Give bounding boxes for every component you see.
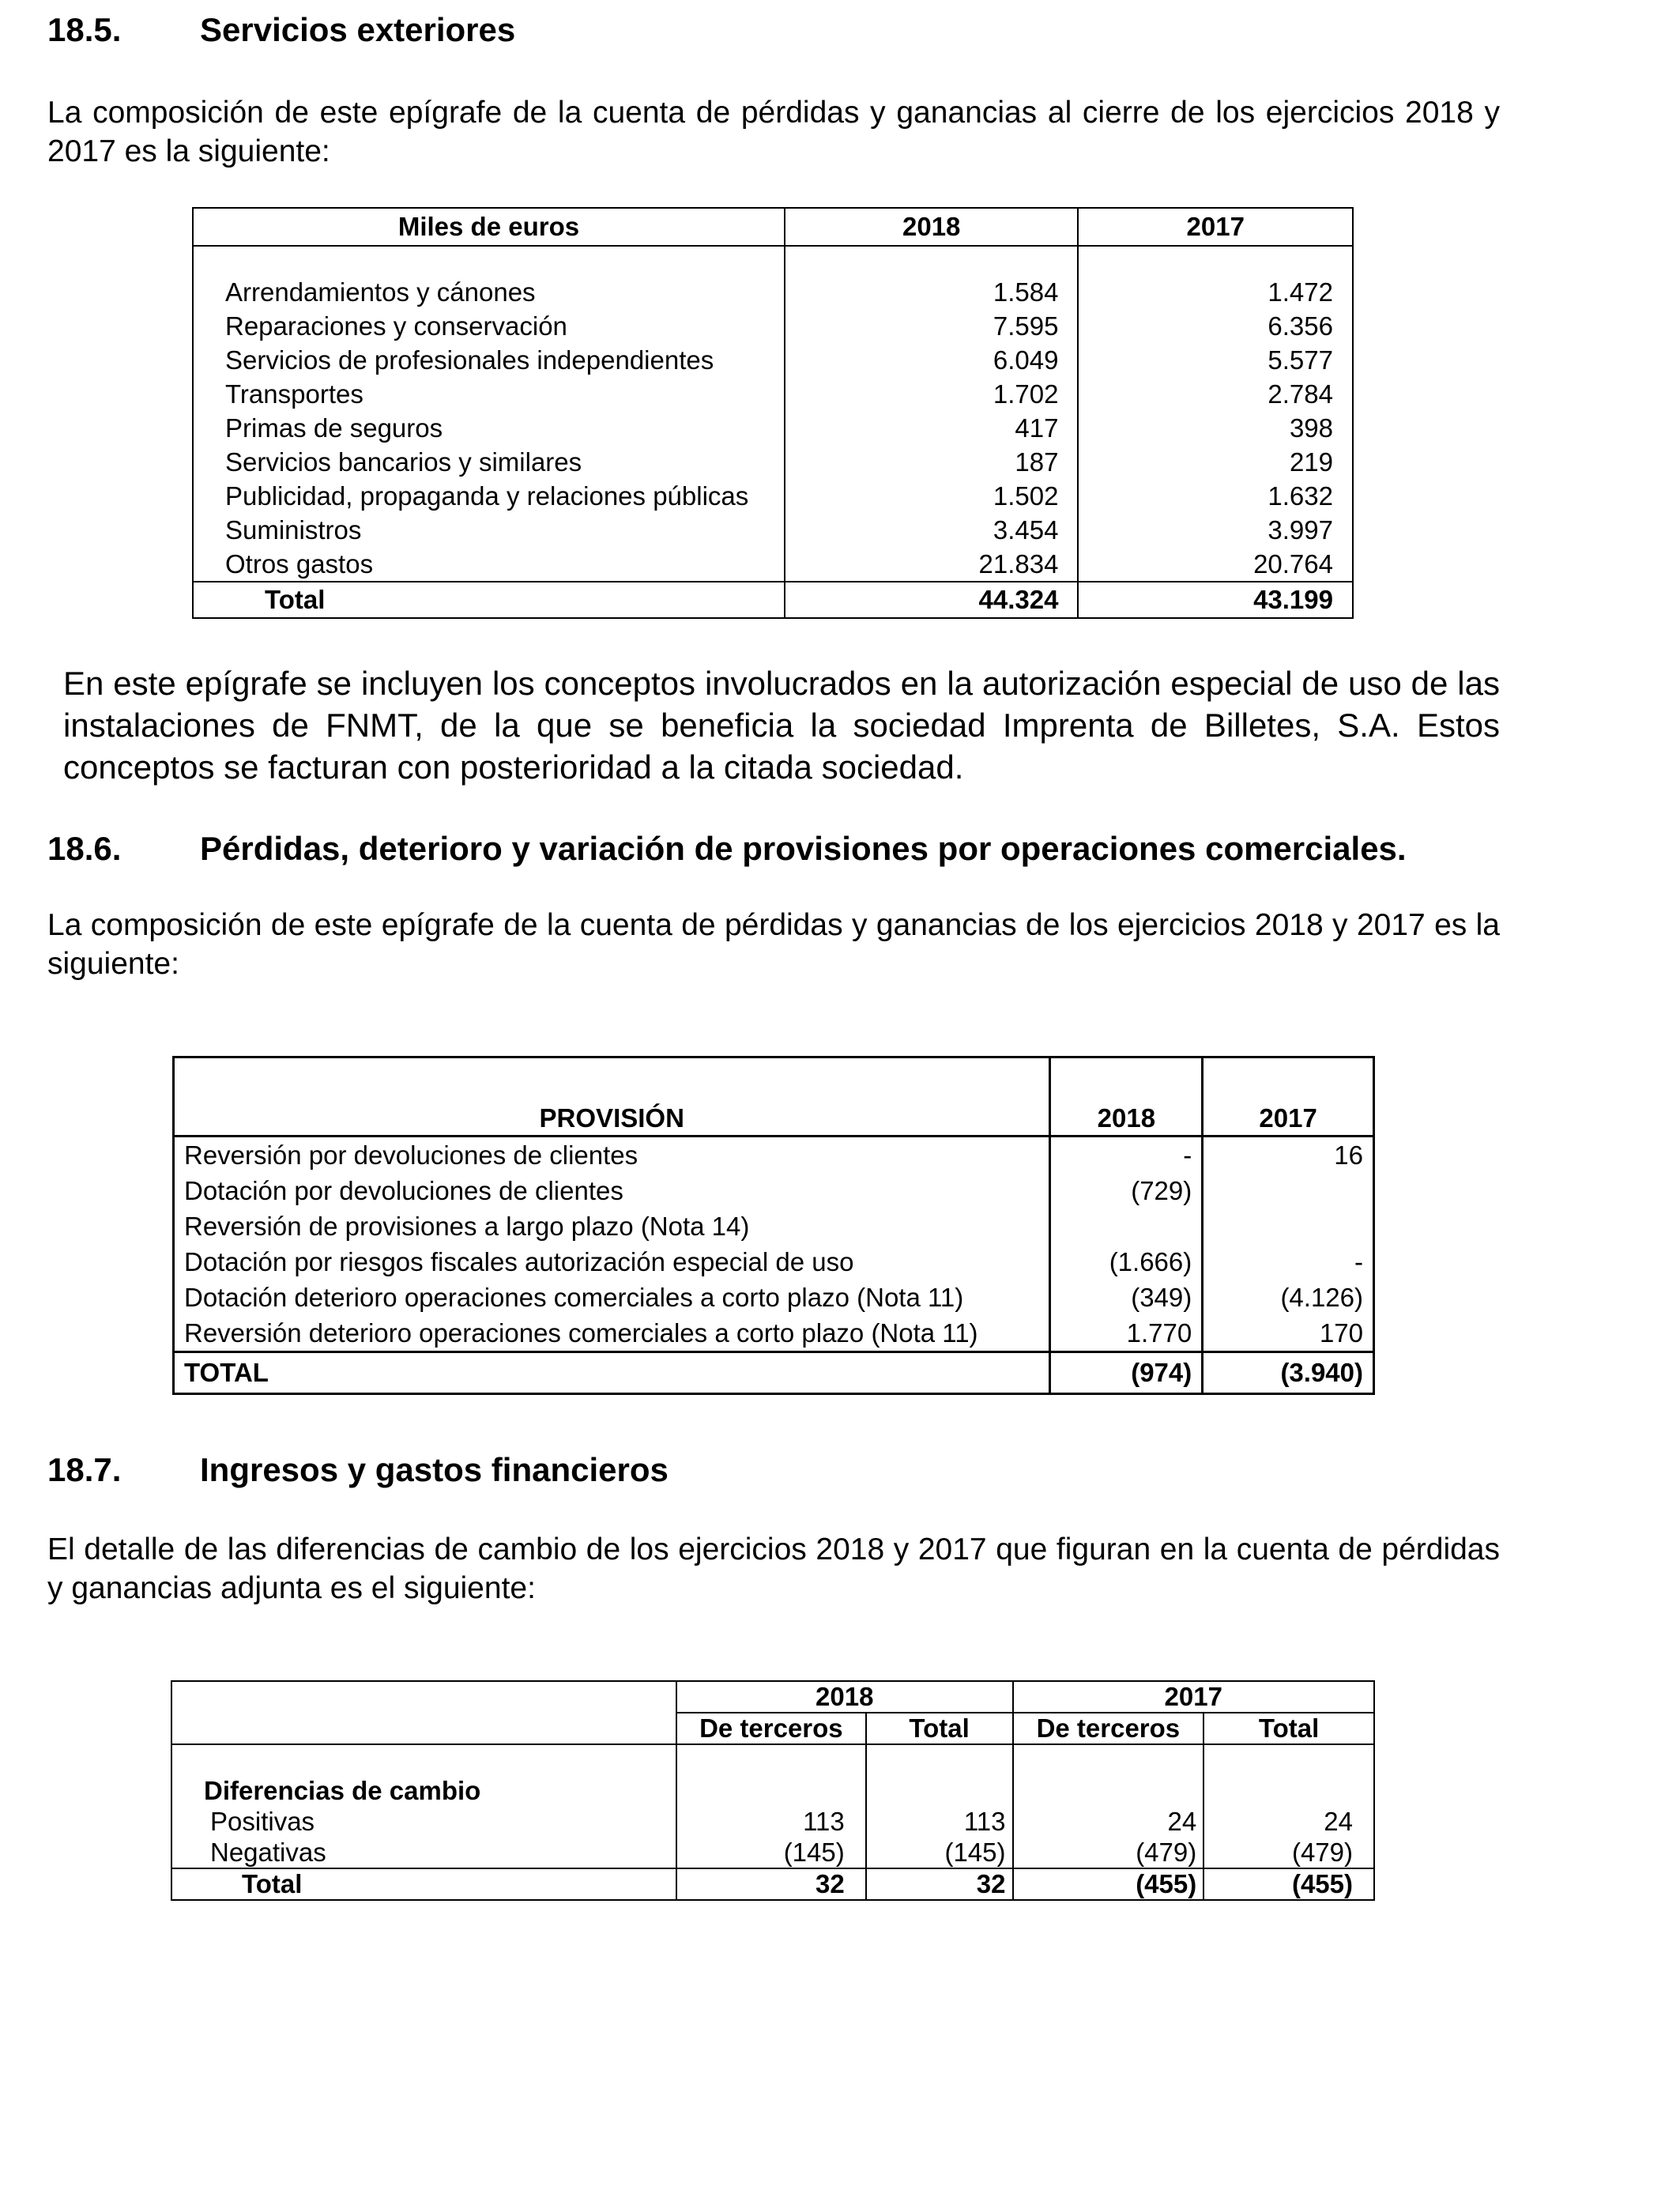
section-18-5-heading xyxy=(47,11,516,49)
table-row xyxy=(171,1837,1374,1868)
row-label: Otros gastos xyxy=(193,547,785,582)
column-header: 2017 xyxy=(1078,208,1353,246)
value-2018: 7.595 xyxy=(785,309,1078,343)
table-row xyxy=(174,1280,1374,1315)
subheader: De terceros xyxy=(1013,1713,1204,1744)
servicios-exteriores-table xyxy=(192,207,1354,619)
value-2018: 44.324 xyxy=(785,582,1078,618)
value-2017: 5.577 xyxy=(1078,343,1353,377)
diferencias-cambio-table xyxy=(171,1680,1375,1901)
row-label: Suministros xyxy=(193,513,785,547)
value-2017: (4.126) xyxy=(1203,1280,1374,1315)
value-2017 xyxy=(1203,1208,1374,1244)
value-2018-terceros: (145) xyxy=(676,1837,866,1868)
section-18-5-intro: La composición de este epígrafe de la cuenta de pérdidas y ganancias al cierre de los ejercicios 2018 y 2017 es la siguiente: xyxy=(47,96,1500,168)
value-2017: - xyxy=(1203,1244,1374,1280)
value-2018: (974) xyxy=(1050,1352,1203,1394)
table-row xyxy=(174,1315,1374,1352)
table-row xyxy=(193,513,1353,547)
row-label: Reversión deterioro operaciones comerciales a corto plazo (Nota 11) xyxy=(174,1315,1050,1352)
value-2018-terceros: 113 xyxy=(676,1806,866,1837)
value-2018-total: 113 xyxy=(866,1806,1013,1837)
section-number: 18.7. xyxy=(47,1451,122,1488)
section-18-6-heading xyxy=(47,830,1407,868)
row-label: Dotación por devoluciones de clientes xyxy=(174,1173,1050,1208)
section-18-6-intro: La composición de este epígrafe de la cuenta de pérdidas y ganancias de los ejercicios 2018 y 2017 es la siguiente: xyxy=(47,908,1500,981)
section-number: 18.5. xyxy=(47,11,122,48)
row-label: Dotación deterioro operaciones comerciales a corto plazo (Nota 11) xyxy=(174,1280,1050,1315)
column-header: 2018 xyxy=(1050,1057,1203,1137)
value-2018: (349) xyxy=(1050,1280,1203,1315)
table-row xyxy=(193,343,1353,377)
column-header: PROVISIÓN xyxy=(174,1057,1050,1137)
row-label: Dotación por riesgos fiscales autorización especial de uso xyxy=(174,1244,1050,1280)
value-2017-total: 24 xyxy=(1203,1806,1374,1837)
value-2018-total: (145) xyxy=(866,1837,1013,1868)
table-row xyxy=(193,411,1353,445)
value-2017: 20.764 xyxy=(1078,547,1353,582)
row-label: TOTAL xyxy=(174,1352,1050,1394)
row-label: Arrendamientos y cánones xyxy=(193,275,785,309)
value-2017-total: (479) xyxy=(1203,1837,1374,1868)
row-label: Total xyxy=(171,1868,676,1900)
table-row xyxy=(193,377,1353,411)
value-2018 xyxy=(1050,1208,1203,1244)
column-header: Miles de euros xyxy=(193,208,785,246)
value-2018: 3.454 xyxy=(785,513,1078,547)
value-2017: 170 xyxy=(1203,1315,1374,1352)
value-2018: 1.702 xyxy=(785,377,1078,411)
value-2018: 1.502 xyxy=(785,479,1078,513)
value-2018: - xyxy=(1050,1137,1203,1174)
row-label: Servicios de profesionales independientes xyxy=(193,343,785,377)
provisiones-table xyxy=(172,1056,1375,1395)
value-2018: (1.666) xyxy=(1050,1244,1203,1280)
table-row xyxy=(174,1137,1374,1174)
section-title: Pérdidas, deterioro y variación de provisiones por operaciones comerciales. xyxy=(200,830,1407,867)
total-row xyxy=(193,582,1353,618)
table-row xyxy=(171,1806,1374,1837)
value-2017-terceros: 24 xyxy=(1013,1806,1204,1837)
value-2018-total: 32 xyxy=(866,1868,1013,1900)
value-2018: 1.770 xyxy=(1050,1315,1203,1352)
table-row xyxy=(174,1208,1374,1244)
section-number: 18.6. xyxy=(47,830,122,867)
row-label: Publicidad, propaganda y relaciones públicas xyxy=(193,479,785,513)
table-row xyxy=(193,275,1353,309)
table-row xyxy=(193,445,1353,479)
value-2018: 6.049 xyxy=(785,343,1078,377)
value-2017: 3.997 xyxy=(1078,513,1353,547)
table-row xyxy=(193,309,1353,343)
row-label: Primas de seguros xyxy=(193,411,785,445)
value-2017 xyxy=(1203,1173,1374,1208)
value-2018-terceros: 32 xyxy=(676,1868,866,1900)
section-18-5-note: En este epígrafe se incluyen los conceptos involucrados en la autorización especial de uso de las instalaciones de FNMT, de la que se beneficia la sociedad Imprenta de Billetes, S.A. Estos conceptos se facturan con posterioridad a la citada sociedad. xyxy=(63,665,1500,786)
row-label: Positivas xyxy=(171,1806,676,1837)
year-header-2017: 2017 xyxy=(1013,1681,1375,1713)
value-2018: 21.834 xyxy=(785,547,1078,582)
value-2017: 16 xyxy=(1203,1137,1374,1174)
year-header-2018: 2018 xyxy=(676,1681,1013,1713)
row-label: Reversión por devoluciones de clientes xyxy=(174,1137,1050,1174)
table-row xyxy=(193,479,1353,513)
row-label: Servicios bancarios y similares xyxy=(193,445,785,479)
value-2017: 398 xyxy=(1078,411,1353,445)
table-row xyxy=(193,547,1353,582)
row-label: Reversión de provisiones a largo plazo (Nota 14) xyxy=(174,1208,1050,1244)
column-header: 2018 xyxy=(785,208,1078,246)
value-2018: 187 xyxy=(785,445,1078,479)
value-2017: (3.940) xyxy=(1203,1352,1374,1394)
table-row xyxy=(174,1244,1374,1280)
total-row xyxy=(174,1352,1374,1394)
row-label: Total xyxy=(193,582,785,618)
value-2017: 43.199 xyxy=(1078,582,1353,618)
subheader: Total xyxy=(1203,1713,1374,1744)
value-2017: 219 xyxy=(1078,445,1353,479)
row-label: Transportes xyxy=(193,377,785,411)
total-row xyxy=(171,1868,1374,1900)
section-title: Servicios exteriores xyxy=(200,11,516,48)
row-label: Reparaciones y conservación xyxy=(193,309,785,343)
section-18-7-intro: El detalle de las diferencias de cambio de los ejercicios 2018 y 2017 que figuran en la cuenta de pérdidas y ganancias adjunta es el siguiente: xyxy=(47,1532,1500,1605)
value-2017: 1.472 xyxy=(1078,275,1353,309)
value-2018: 1.584 xyxy=(785,275,1078,309)
section-title: Ingresos y gastos financieros xyxy=(200,1451,669,1488)
subheader: Total xyxy=(866,1713,1013,1744)
empty-header xyxy=(171,1681,676,1744)
value-2018: 417 xyxy=(785,411,1078,445)
value-2017-terceros: (479) xyxy=(1013,1837,1204,1868)
value-2017: 1.632 xyxy=(1078,479,1353,513)
section-18-7-heading xyxy=(47,1451,669,1489)
value-2017-terceros: (455) xyxy=(1013,1868,1204,1900)
value-2017: 2.784 xyxy=(1078,377,1353,411)
group-label: Diferencias de cambio xyxy=(171,1775,676,1806)
value-2017: 6.356 xyxy=(1078,309,1353,343)
subheader: De terceros xyxy=(676,1713,866,1744)
row-label: Negativas xyxy=(171,1837,676,1868)
value-2018: (729) xyxy=(1050,1173,1203,1208)
column-header: 2017 xyxy=(1203,1057,1374,1137)
table-row xyxy=(174,1173,1374,1208)
value-2017-total: (455) xyxy=(1203,1868,1374,1900)
